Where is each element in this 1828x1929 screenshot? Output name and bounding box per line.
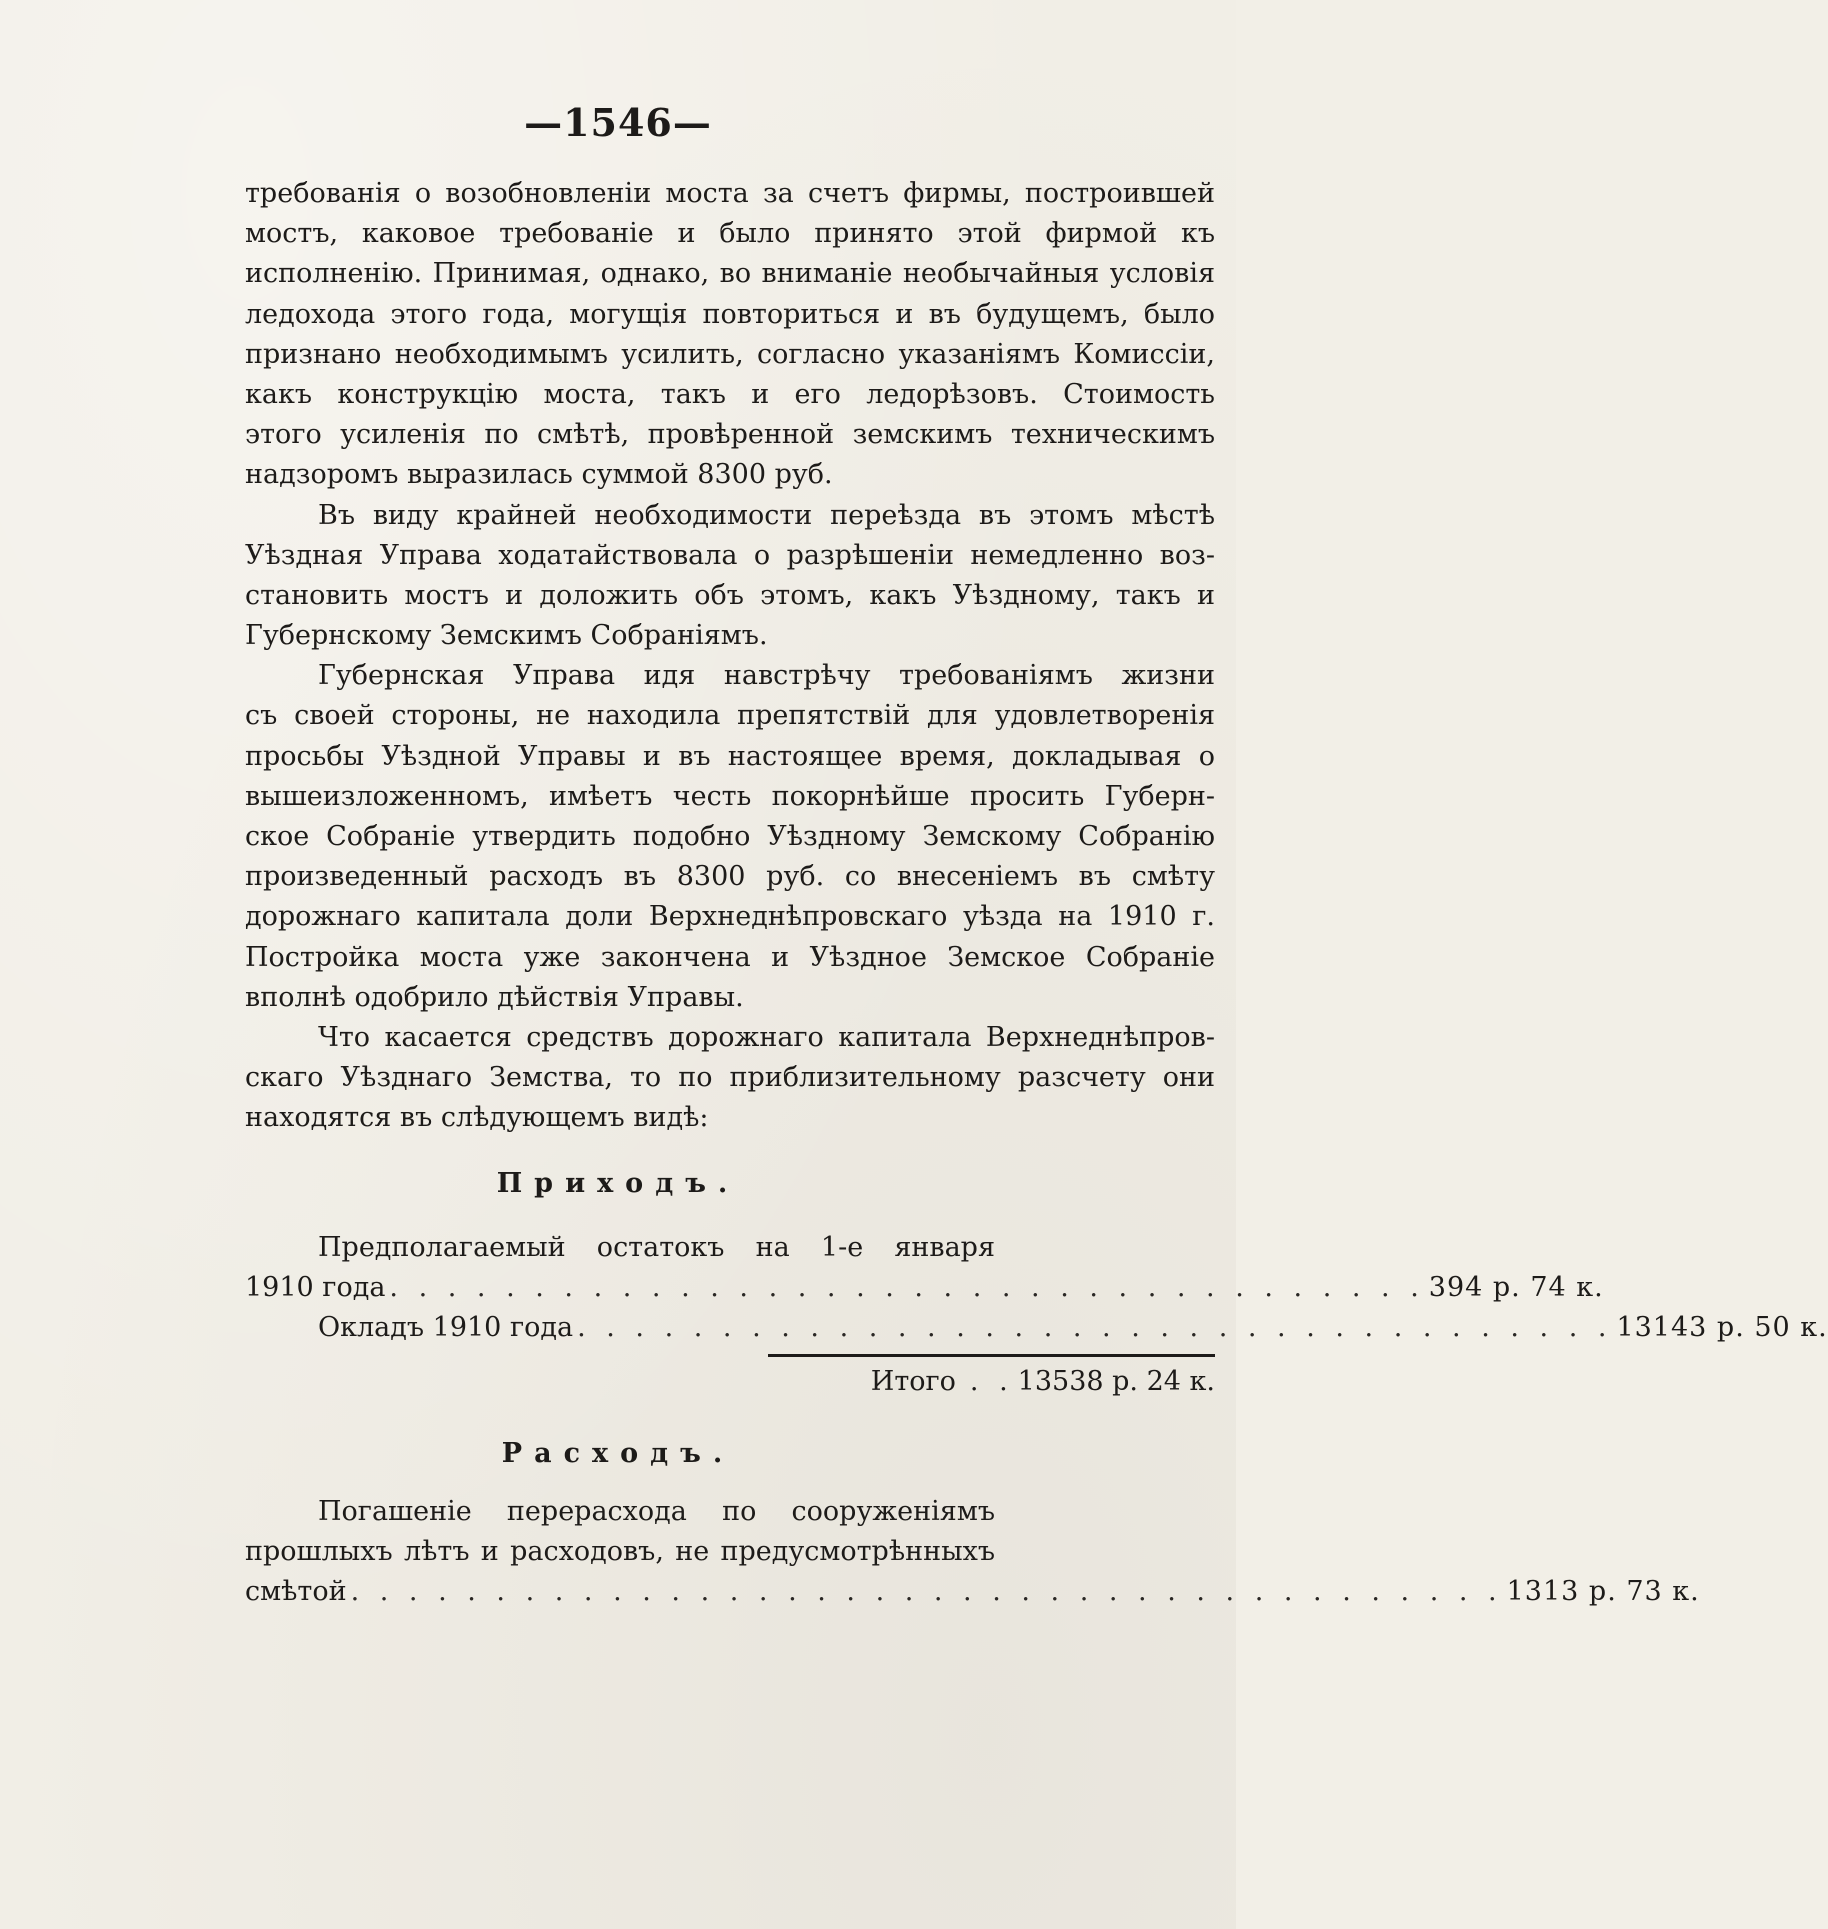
paragraph-line: находятся въ слѣдующемъ видѣ: [245, 1102, 709, 1134]
leader-dots: . . . . . . . . . . . . . . . . . . . . . . . . . . . . . . . . . . . . [577, 1312, 1613, 1343]
income-balance-row-1 [245, 1228, 1215, 1268]
expense-amount-row [245, 1572, 1700, 1612]
expense-table [245, 1492, 1700, 1612]
paragraph-line: вышеизложенномъ, имѣетъ честь покорнѣйше просить Губерн- [245, 780, 1215, 812]
paragraph-line: какъ конструкцію моста, такъ и его ледорѣзовъ. Стоимость [245, 378, 1215, 410]
total-rule [768, 1354, 1215, 1357]
income-total-row [245, 1366, 1215, 1397]
expense-desc-line: смѣтой [245, 1576, 347, 1607]
expense-desc-row-1 [245, 1492, 1215, 1532]
paragraph-line: просьбы Уѣздной Управы и въ настоящее время, докладывая о [245, 740, 1215, 772]
income-balance-year: 1910 года [245, 1272, 386, 1303]
expense-desc-line: Погашеніе перерасхода по сооруженіямъ [318, 1496, 995, 1527]
paragraph-line: съ своей стороны, не находила препятствій для удовлетворенія [245, 700, 1215, 732]
paragraph-line: надзоромъ выразилась суммой 8300 руб. [245, 459, 833, 491]
paragraph-line: ледохода этого года, могущія повториться и въ будущемъ, было [245, 298, 1215, 330]
expense-desc-row-2 [245, 1532, 1215, 1572]
paragraph-line: становить мостъ и доложить объ этомъ, какъ Уѣздному, такъ и [245, 579, 1215, 611]
page-number: —1546— [524, 100, 712, 145]
paragraph-line: произведенный расходъ въ 8300 руб. со внесеніемъ въ смѣту [245, 861, 1215, 893]
paragraph-line: Губернская Управа идя навстрѣчу требованіямъ жизни [318, 660, 1215, 692]
paragraph-line: дорожнаго капитала доли Верхнеднѣпровскаго уѣзда на 1910 г. [245, 901, 1215, 933]
income-balance-label: Предполагаемый остатокъ на 1-е января [318, 1232, 995, 1263]
income-balance-row-2 [245, 1268, 1604, 1308]
paragraph-line: Въ виду крайней необходимости переѣзда въ этомъ мѣстѣ [318, 499, 1215, 531]
paragraph-line: этого усиленія по смѣтѣ, провѣренной земскимъ техническимъ [245, 419, 1215, 451]
paragraph-line: исполненію. Принимая, однако, во вниманіе необычайныя условія [245, 258, 1215, 290]
leader-dots: . . . . . . . . . . . . . . . . . . . . . . . . . . . . . . . . . . . . . . . . [350, 1576, 1503, 1607]
paragraph-line: Уѣздная Управа ходатайствовала о разрѣшеніи немедленно воз- [245, 539, 1215, 571]
paragraph-line: мостъ, каковое требованіе и было принято этой фирмой къ [245, 218, 1215, 250]
income-table [245, 1228, 1828, 1348]
income-heading: Приходъ. [496, 1168, 740, 1199]
income-salary-label: Окладъ 1910 года [318, 1312, 574, 1343]
paragraph-line: Что касается средствъ дорожнаго капитала Верхнеднѣпров- [318, 1021, 1215, 1053]
income-total-amount: 13538 р. 24 к. [1017, 1366, 1215, 1397]
paragraph-line: вполнѣ одобрило дѣйствія Управы. [245, 981, 744, 1013]
income-salary-row [245, 1308, 1828, 1348]
paragraph-line: Губернскому Земскимъ Собраніямъ. [245, 620, 768, 652]
leader-dots: . . . . . . . . . . . . . . . . . . . . . . . . . . . . . . . . . . . . [389, 1272, 1425, 1303]
expense-desc-line: прошлыхъ лѣтъ и расходовъ, не предусмотрѣнныхъ [245, 1536, 995, 1567]
income-total-label: Итого [870, 1366, 956, 1397]
body-text [245, 174, 1215, 1139]
income-salary-amount: 13143 р. 50 к. [1616, 1312, 1828, 1343]
paragraph-line: ское Собраніе утвердить подобно Уѣздному Земскому Собранію [245, 821, 1215, 852]
paragraph-line: требованія о возобновленіи моста за счетъ фирмы, построившей [245, 178, 1215, 209]
paragraph-line: скаго Уѣзднаго Земства, то по приблизительному разсчету они [245, 1062, 1215, 1094]
expense-amount: 1313 р. 73 к. [1506, 1576, 1700, 1607]
expense-heading: Расходъ. [501, 1438, 735, 1469]
income-balance-amount: 394 р. 74 к. [1428, 1272, 1604, 1303]
leader-dots: . . [969, 1366, 1014, 1397]
paragraph-line: признано необходимымъ усилить, согласно указаніямъ Комиссіи, [245, 338, 1215, 370]
paragraph-line: Постройка моста уже закончена и Уѣздное Земское Собраніе [245, 941, 1215, 973]
